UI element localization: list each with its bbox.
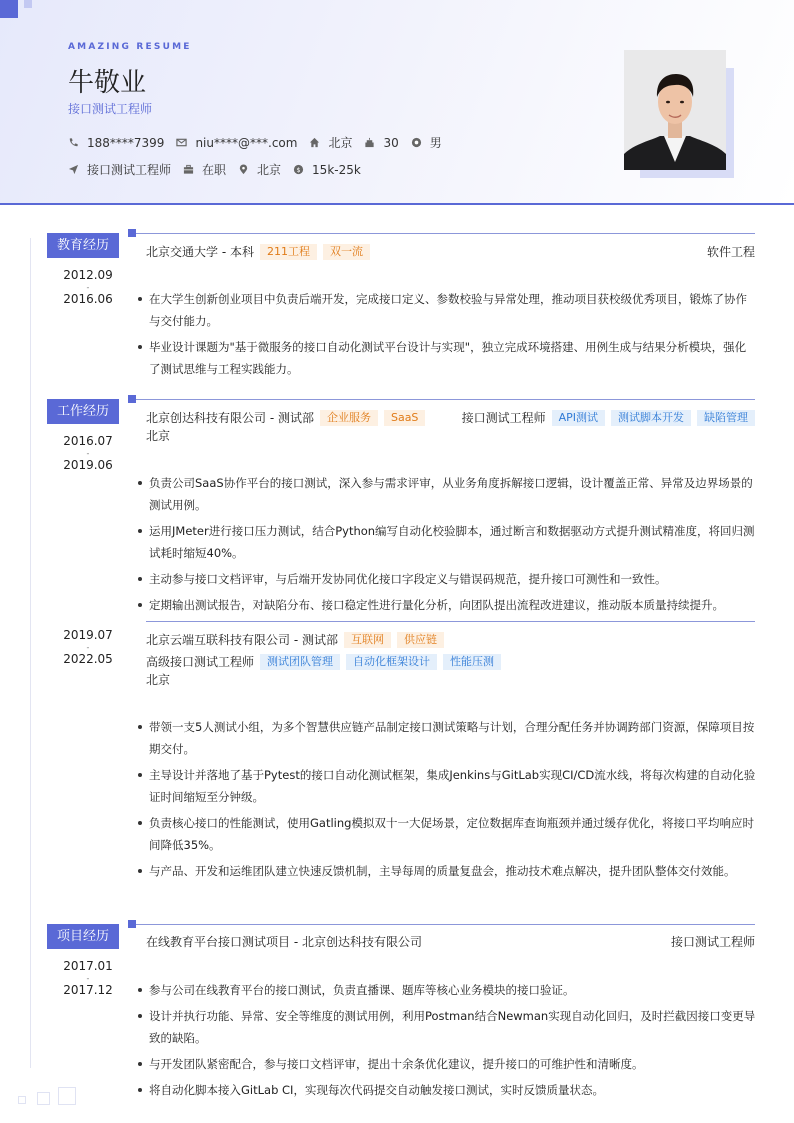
school-tag: 211工程 [260, 244, 317, 260]
role-tag: 测试脚本开发 [611, 410, 691, 426]
project-name-line [146, 933, 422, 950]
list-item: 与产品、开发和运维团队建立快速反馈机制，主导每周的质量复盘会，推动技术难点解决，提升团队整体交付效能。 [138, 860, 756, 882]
email-info [176, 136, 297, 150]
cake-icon [364, 137, 375, 148]
section-marker [128, 920, 136, 928]
job-bullets [138, 472, 756, 620]
company-tag: 企业服务 [320, 410, 378, 426]
corner-decoration [58, 1087, 76, 1105]
company-name: 北京创达科技有限公司 - 测试部 [146, 411, 314, 425]
date-separator: - [86, 974, 90, 983]
phone-text: 188****7399 [87, 135, 165, 150]
section-divider [136, 233, 755, 234]
phone-info [68, 136, 164, 150]
job-location: 北京 [146, 673, 171, 687]
section-divider [136, 399, 755, 400]
list-item: 带领一支5人测试小组，为多个智慧供应链产品制定接口测试策略与计划，合理分配任务并协调跨部门资源，保障项目按期交付。 [138, 716, 756, 760]
list-item: 运用JMeter进行接口压力测试，结合Python编写自动化校验脚本，通过断言和数据驱动方式提升测试精准度，将回归测试耗时缩短40%。 [138, 520, 756, 564]
list-item: 定期输出测试报告，对缺陷分布、接口稳定性进行量化分析，向团队提出流程改进建议，推动版本质量持续提升。 [138, 594, 756, 616]
location-pin-icon [238, 164, 249, 175]
education-start-date: 2012.09 [63, 268, 113, 282]
status-info [183, 161, 226, 178]
email-text: niu****@***.com [195, 135, 298, 150]
company-tag: 互联网 [344, 632, 391, 648]
list-item: 与开发团队紧密配合，参与接口文档评审，提出十余条优化建议，提升接口的可维护性和清晰度。 [138, 1053, 756, 1075]
list-item: 主导设计并落地了基于Pytest的接口自动化测试框架，集成Jenkins与GitLab实现CI/CD流水线，将每次构建的自动化验证时间缩短至分钟级。 [138, 764, 756, 808]
salary-info [293, 163, 361, 177]
resume-header [0, 0, 794, 205]
job-location: 北京 [146, 429, 171, 443]
job-start-date: 2016.07 [63, 434, 113, 448]
mail-icon [176, 137, 187, 148]
profile-photo [624, 50, 726, 170]
job-company-line [146, 631, 444, 648]
education-bullets [138, 288, 756, 384]
gender-text: 男 [429, 136, 442, 150]
date-separator: - [86, 449, 90, 458]
company-name: 北京云端互联科技有限公司 - 测试部 [146, 633, 338, 647]
date-separator: - [86, 643, 90, 652]
section-title-project: 项目经历 [47, 924, 119, 949]
home-icon [309, 137, 320, 148]
list-item: 负责公司SaaS协作平台的接口测试，深入参与需求评审，从业务角度拆解接口逻辑，设计覆盖正常、异常及边界场景的测试用例。 [138, 472, 756, 516]
city-info [309, 134, 352, 151]
entry-divider [146, 621, 755, 622]
brand-label: AMAZING RESUME [68, 42, 192, 52]
target-city-info [238, 161, 281, 178]
list-item: 将自动化脚本接入GitLab CI，实现每次代码提交自动触发接口测试，实时反馈质量状态。 [138, 1079, 756, 1101]
role-tag: API测试 [552, 410, 605, 426]
corner-decoration [18, 1096, 26, 1104]
education-end-date: 2016.06 [63, 292, 113, 306]
section-title-education: 教育经历 [47, 233, 119, 258]
section-marker [128, 229, 136, 237]
role-tag: 缺陷管理 [697, 410, 755, 426]
date-separator: - [86, 283, 90, 292]
target-city-text: 北京 [257, 163, 282, 177]
role-name: 接口测试工程师 [461, 411, 546, 425]
list-item: 在大学生创新创业项目中负责后端开发，完成接口定义、参数校验与异常处理，推动项目获校级优秀项目，锻炼了协作与交付能力。 [138, 288, 756, 332]
briefcase-icon [183, 164, 194, 175]
svg-text:$: $ [296, 165, 301, 174]
phone-icon [68, 137, 79, 148]
corner-decoration [37, 1092, 50, 1105]
role-tag: 测试团队管理 [260, 654, 340, 670]
list-item: 负责核心接口的性能测试，使用Gatling模拟双十一大促场景，定位数据库查询瓶颈并通过缓存优化，将接口平均响应时间降低35%。 [138, 812, 756, 856]
salary-text: 15k-25k [312, 162, 361, 177]
job-start-date: 2019.07 [63, 628, 113, 642]
city-text: 北京 [328, 136, 353, 150]
education-major [707, 243, 755, 260]
section-divider [136, 924, 755, 925]
list-item: 毕业设计课题为"基于微服务的接口自动化测试平台设计与实现"，独立完成环境搭建、用例生成与结果分析模块，强化了测试思维与工程实践能力。 [138, 336, 756, 380]
project-end-date: 2017.12 [63, 983, 113, 997]
project-role-line [671, 933, 755, 950]
target-job-text: 接口测试工程师 [87, 163, 172, 177]
role-tag: 自动化框架设计 [346, 654, 437, 670]
contact-info-row [68, 134, 454, 151]
corner-decoration-small [24, 0, 32, 8]
section-title-work: 工作经历 [47, 399, 119, 424]
job-role-line [462, 409, 755, 426]
project-name: 在线教育平台接口测试项目 - 北京创达科技有限公司 [146, 935, 422, 949]
role-tag: 性能压测 [443, 654, 501, 670]
send-icon [68, 164, 79, 175]
project-bullets [138, 979, 756, 1105]
role-name: 高级接口测试工程师 [146, 655, 255, 669]
section-marker [128, 395, 136, 403]
education-school-line [146, 243, 370, 260]
company-tag: SaaS [384, 410, 425, 426]
age-text: 30 [383, 135, 399, 150]
status-text: 在职 [202, 163, 227, 177]
target-job-info [68, 161, 171, 178]
gender-info [411, 134, 442, 151]
candidate-name: 牛敬业 [68, 68, 147, 98]
job-company-line [146, 409, 425, 426]
job-end-date: 2019.06 [63, 458, 113, 472]
project-start-date: 2017.01 [63, 959, 113, 973]
project-role: 接口测试工程师 [670, 935, 755, 949]
job-bullets [138, 716, 756, 886]
major-name: 软件工程 [706, 245, 755, 259]
list-item: 设计并执行功能、异常、安全等维度的测试用例，利用Postman结合Newman实现自动化回归，及时拦截因接口变更导致的缺陷。 [138, 1005, 756, 1049]
list-item: 参与公司在线教育平台的接口测试，负责直播课、题库等核心业务模块的接口验证。 [138, 979, 756, 1001]
job-end-date: 2022.05 [63, 652, 113, 666]
school-name: 北京交通大学 - 本科 [146, 245, 254, 259]
job-info-row [68, 161, 373, 178]
job-role-line [146, 653, 501, 670]
company-tag: 供应链 [397, 632, 444, 648]
job-title: 接口测试工程师 [68, 102, 153, 116]
age-info [364, 136, 398, 150]
gender-icon [411, 137, 422, 148]
list-item: 主动参与接口文档评审，与后端开发协同优化接口字段定义与错误码规范，提升接口可测性和一致性。 [138, 568, 756, 590]
corner-decoration [0, 0, 18, 18]
school-tag: 双一流 [323, 244, 370, 260]
salary-icon [293, 164, 304, 175]
timeline-line [30, 238, 31, 1068]
